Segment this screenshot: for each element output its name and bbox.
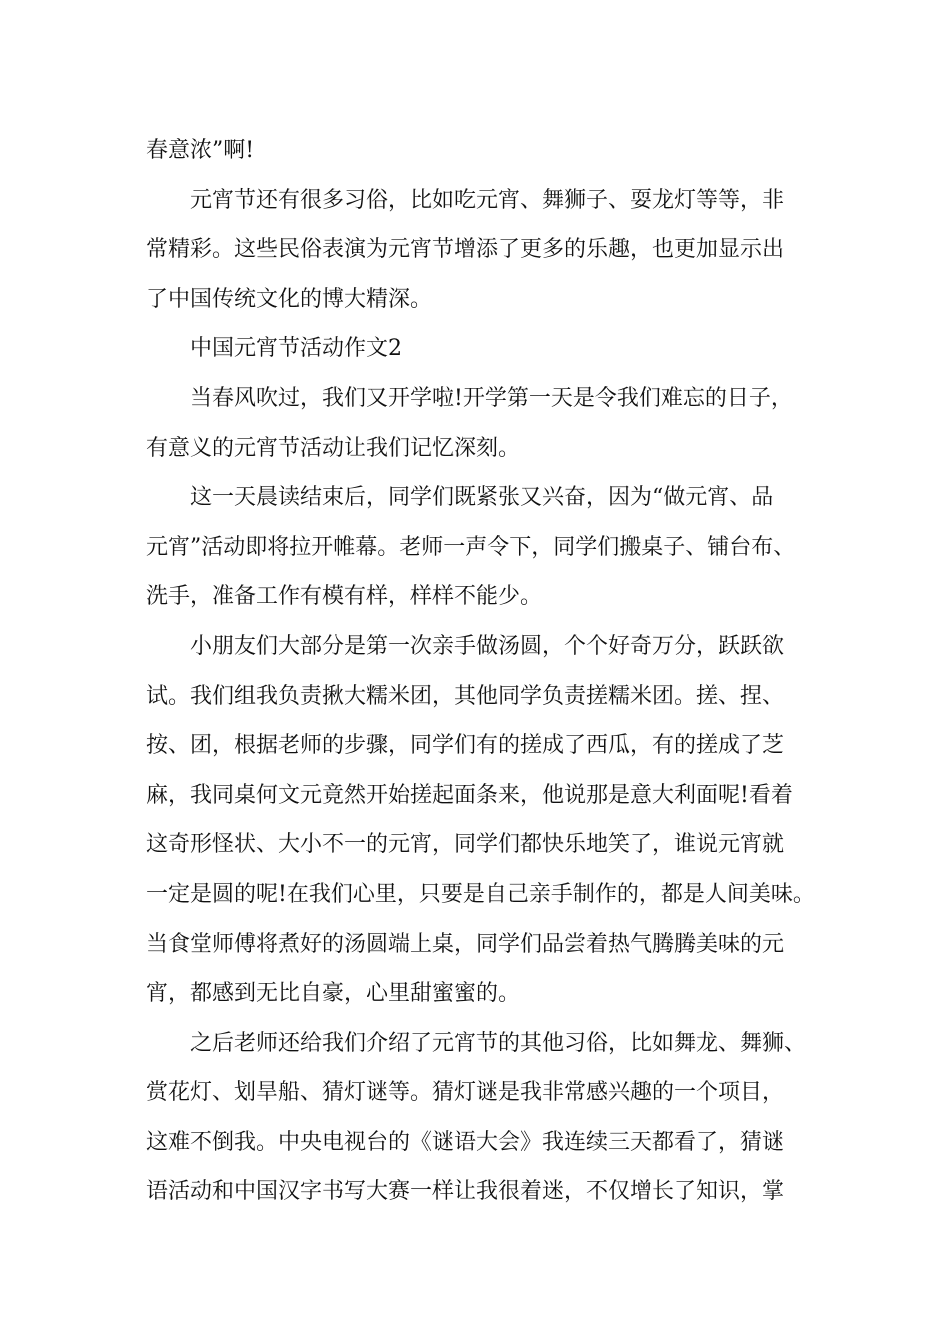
- text-line: 一定是圆的呢!在我们心里，只要是自己亲手制作的，都是人间美味。: [146, 881, 815, 907]
- text-line: 这难不倒我。中央电视台的《谜语大会》我连续三天都看了，猜谜: [146, 1129, 785, 1155]
- text-line: 赏花灯、划旱船、猜灯谜等。猜灯谜是我非常感兴趣的一个项目，: [146, 1080, 785, 1106]
- text-line: 有意义的元宵节活动让我们记忆深刻。: [146, 435, 521, 461]
- text-line: 这一天晨读结束后，同学们既紧张又兴奋，因为“做元宵、品: [190, 485, 774, 511]
- text-line: 当食堂师傅将煮好的汤圆端上桌，同学们品尝着热气腾腾美味的元: [146, 931, 785, 957]
- text-line: 试。我们组我负责揪大糯米团，其他同学负责搓糯米团。搓、捏、: [146, 683, 785, 709]
- text-line: 常精彩。这些民俗表演为元宵节增添了更多的乐趣，也更加显示出: [146, 237, 785, 263]
- text-line: 之后老师还给我们介绍了元宵节的其他习俗，比如舞龙、舞狮、: [190, 1030, 807, 1056]
- text-line: 这奇形怪状、大小不一的元宵，同学们都快乐地笑了，谁说元宵就: [146, 832, 785, 858]
- text-line: 语活动和中国汉字书写大赛一样让我很着迷，不仅增长了知识，掌: [146, 1179, 785, 1205]
- text-line: 元宵节还有很多习俗，比如吃元宵、舞狮子、耍龙灯等等，非: [190, 187, 785, 213]
- text-line: 按、团，根据老师的步骤，同学们有的搓成了西瓜，有的搓成了芝: [146, 733, 785, 759]
- text-line: 小朋友们大部分是第一次亲手做汤圆，个个好奇万分，跃跃欲: [190, 633, 785, 659]
- text-line: 宵，都感到无比自豪，心里甜蜜蜜的。: [146, 981, 521, 1007]
- section-heading: 中国元宵节活动作文2: [190, 336, 402, 362]
- text-line: 洗手，准备工作有模有样，样样不能少。: [146, 584, 543, 610]
- text-line: 了中国传统文化的博大精深。: [146, 286, 433, 312]
- text-line: 当春风吹过，我们又开学啦!开学第一天是令我们难忘的日子，: [190, 385, 793, 411]
- text-line: 春意浓”啊!: [146, 138, 255, 163]
- text-line: 元宵”活动即将拉开帷幕。老师一声令下，同学们搬桌子、铺台布、: [146, 534, 796, 560]
- text-line: 麻，我同桌何文元竟然开始搓起面条来，他说那是意大利面呢!看着: [146, 782, 793, 808]
- document-body: [146, 126, 815, 1217]
